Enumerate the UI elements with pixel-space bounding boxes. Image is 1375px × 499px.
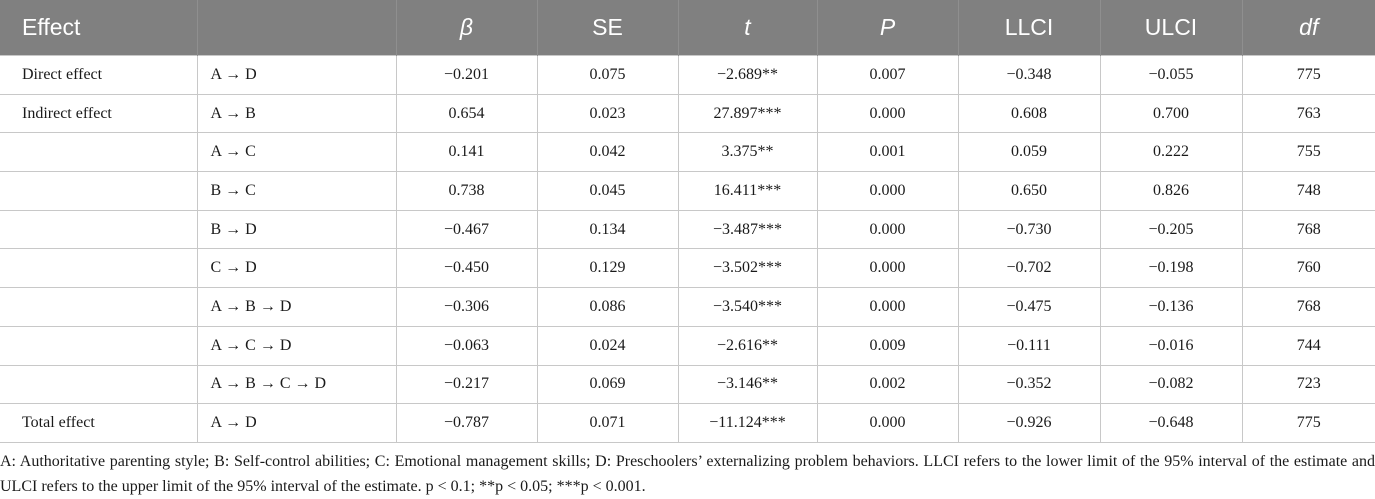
t-cell: 16.411*** [678,172,817,211]
ulci-cell: 0.700 [1100,94,1242,133]
p-cell: 0.000 [817,288,958,327]
df-cell: 763 [1242,94,1375,133]
llci-cell: −0.730 [958,210,1100,249]
llci-cell: −0.348 [958,56,1100,95]
effect-cell [0,326,197,365]
beta-cell: 0.738 [396,172,537,211]
header-beta: β [396,0,537,56]
ulci-cell: −0.205 [1100,210,1242,249]
llci-cell: 0.059 [958,133,1100,172]
p-cell: 0.001 [817,133,958,172]
header-llci: LLCI [958,0,1100,56]
header-se: SE [537,0,678,56]
path-cell: A → B → C → D [197,365,396,404]
path-cell: A → C [197,133,396,172]
df-cell: 775 [1242,404,1375,443]
path-cell: A → C → D [197,326,396,365]
beta-cell: −0.450 [396,249,537,288]
header-row [0,0,1375,56]
df-cell: 755 [1242,133,1375,172]
p-cell: 0.000 [817,210,958,249]
llci-cell: −0.926 [958,404,1100,443]
effect-cell [0,210,197,249]
ulci-cell: −0.136 [1100,288,1242,327]
header-effect: Effect [0,0,197,56]
llci-cell: −0.475 [958,288,1100,327]
ulci-cell: −0.055 [1100,56,1242,95]
llci-cell: 0.608 [958,94,1100,133]
p-cell: 0.000 [817,249,958,288]
effect-cell [0,249,197,288]
t-cell: −3.146** [678,365,817,404]
header-df: df [1242,0,1375,56]
se-cell: 0.134 [537,210,678,249]
df-cell: 775 [1242,56,1375,95]
se-cell: 0.069 [537,365,678,404]
se-cell: 0.129 [537,249,678,288]
se-cell: 0.045 [537,172,678,211]
table-row [0,326,1375,365]
df-cell: 768 [1242,288,1375,327]
beta-cell: −0.787 [396,404,537,443]
effect-cell [0,172,197,211]
t-cell: −3.502*** [678,249,817,288]
df-cell: 744 [1242,326,1375,365]
p-cell: 0.009 [817,326,958,365]
path-cell: A → B [197,94,396,133]
path-cell: A → D [197,404,396,443]
p-cell: 0.007 [817,56,958,95]
table-row [0,56,1375,95]
df-cell: 723 [1242,365,1375,404]
t-cell: 27.897*** [678,94,817,133]
table-row [0,210,1375,249]
beta-cell: −0.306 [396,288,537,327]
p-cell: 0.000 [817,94,958,133]
llci-cell: −0.352 [958,365,1100,404]
se-cell: 0.042 [537,133,678,172]
beta-cell: −0.201 [396,56,537,95]
path-cell: A → B → D [197,288,396,327]
effect-cell: Total effect [0,404,197,443]
p-cell: 0.000 [817,404,958,443]
header-path [197,0,396,56]
t-cell: −2.616** [678,326,817,365]
effect-cell [0,133,197,172]
path-cell: A → D [197,56,396,95]
table-row [0,133,1375,172]
p-cell: 0.000 [817,172,958,211]
header-ulci: ULCI [1100,0,1242,56]
effect-cell: Indirect effect [0,94,197,133]
se-cell: 0.071 [537,404,678,443]
header-p: P [817,0,958,56]
t-cell: −3.540*** [678,288,817,327]
effect-cell: Direct effect [0,56,197,95]
ulci-cell: −0.648 [1100,404,1242,443]
t-cell: 3.375** [678,133,817,172]
ulci-cell: 0.826 [1100,172,1242,211]
df-cell: 768 [1242,210,1375,249]
path-cell: C → D [197,249,396,288]
ulci-cell: −0.082 [1100,365,1242,404]
table-row [0,365,1375,404]
effect-cell [0,288,197,327]
path-cell: B → D [197,210,396,249]
df-cell: 748 [1242,172,1375,211]
table-row [0,404,1375,443]
table-footnote: A: Authoritative parenting style; B: Self-control abilities; C: Emotional management skills; D: Preschoolers’ externalizing problem behaviors. LLCI refers to the lower limit of the 95% interval of the estimate and ULCI refers to the upper limit of the 95% interval of the estimate. p < 0.1; **p < 0.05; ***p < 0.001. [0,452,1375,495]
se-cell: 0.075 [537,56,678,95]
se-cell: 0.023 [537,94,678,133]
table-row [0,288,1375,327]
table-row [0,172,1375,211]
ulci-cell: −0.016 [1100,326,1242,365]
table-row [0,249,1375,288]
beta-cell: −0.063 [396,326,537,365]
se-cell: 0.086 [537,288,678,327]
t-cell: −3.487*** [678,210,817,249]
beta-cell: −0.467 [396,210,537,249]
table-row [0,94,1375,133]
ulci-cell: −0.198 [1100,249,1242,288]
p-cell: 0.002 [817,365,958,404]
df-cell: 760 [1242,249,1375,288]
llci-cell: 0.650 [958,172,1100,211]
path-cell: B → C [197,172,396,211]
llci-cell: −0.702 [958,249,1100,288]
beta-cell: −0.217 [396,365,537,404]
ulci-cell: 0.222 [1100,133,1242,172]
effect-cell [0,365,197,404]
llci-cell: −0.111 [958,326,1100,365]
t-cell: −11.124*** [678,404,817,443]
beta-cell: 0.141 [396,133,537,172]
se-cell: 0.024 [537,326,678,365]
t-cell: −2.689** [678,56,817,95]
header-t: t [678,0,817,56]
beta-cell: 0.654 [396,94,537,133]
